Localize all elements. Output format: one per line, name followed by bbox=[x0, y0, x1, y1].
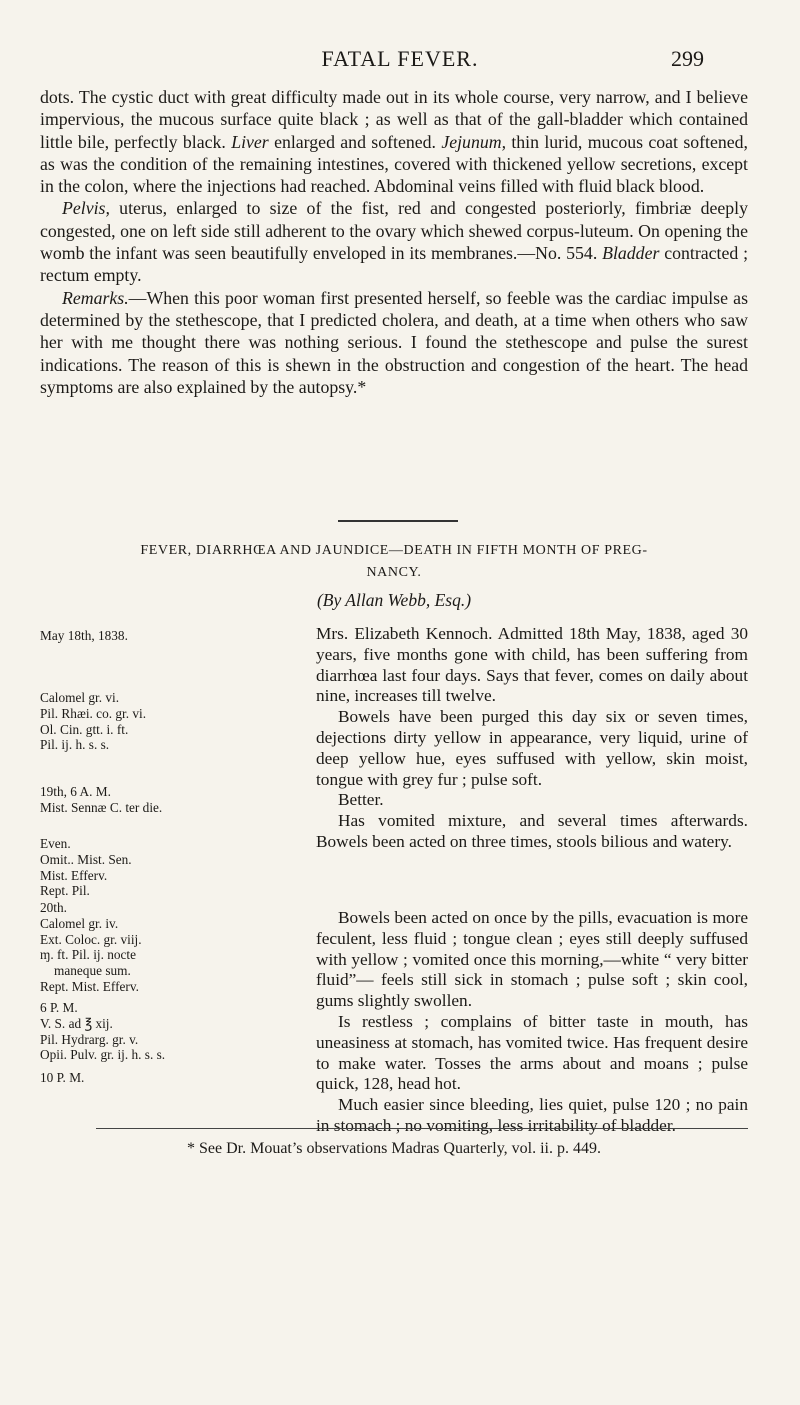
section-title bbox=[40, 540, 748, 584]
page-number: 299 bbox=[671, 46, 704, 71]
sidenote-line: Rept. Pil. bbox=[40, 883, 90, 899]
sidenote-date bbox=[40, 628, 280, 644]
section-title-line: NANCY. bbox=[366, 565, 422, 580]
term-liver: Liver bbox=[231, 131, 269, 152]
text-run: —When this poor woman first presented herself, so feeble was the cardiac impulse as determined by the stethescope, that I predicted cholera, and death, at a time when others who saw her with me thought there was nothing serious. I found the stethescope and pulse the surest indications. The reason of this is shewn in the obstruction and congestion of the heart. The head symptoms are also explained by the autopsy.* bbox=[40, 287, 748, 397]
sidenote-line: Opii. Pulv. gr. ij. h. s. s. bbox=[40, 1047, 166, 1063]
author-byline: (By Allan Webb, Esq.) bbox=[316, 590, 472, 610]
paragraph-autopsy bbox=[40, 86, 748, 197]
case-paragraph: Is restless ; complains of bitter taste in mouth, has uneasiness at stomach, has vomited twice. Has frequent desire to make water. Tosses the arms about and moans ; pulse quick, 128, head hot. bbox=[316, 1011, 748, 1094]
sidenote-line: Ol. Cin. gtt. i. ft. bbox=[40, 721, 129, 737]
paragraph-remarks bbox=[40, 287, 748, 398]
text-run: thin lurid, mucous coat softened, as was the condition of the remaining intestines, covered with thickened yellow secretions, except in the colon, where the injections had reached. Abdominal veins filled with fluid black blood. bbox=[40, 131, 748, 197]
sidenote-line: Calomel gr. iv. bbox=[40, 915, 119, 931]
text-run: dots. The cystic duct with great difficulty made out in its whole course, very narrow, and I believe impervious, the mucous surface quite black ; as well as that of the gall-bladder which contained little bile, perfectly black. bbox=[40, 87, 748, 152]
term-pelvis: Pelvis, bbox=[62, 198, 110, 219]
text-run: uterus, enlarged to size of the fist, red and congested posteriorly, fimbriæ deeply congested, one on left side still adherent to the ovary which shewed corpus-luteum. On opening the womb the infant was seen beautifully enveloped in its membranes.—No. 554. bbox=[40, 198, 748, 264]
running-title: FATAL FEVER. bbox=[321, 46, 479, 71]
sidenote-20th bbox=[40, 900, 280, 995]
sidenote-line: ɱ. ft. Pil. ij. nocte bbox=[40, 947, 137, 963]
sidenote-line: 10 P. M. bbox=[40, 1070, 85, 1085]
sidenote-line: Calomel gr. vi. bbox=[40, 690, 120, 705]
sidenote-line: Pil. Hydrarg. gr. v. bbox=[40, 1031, 139, 1047]
sidenote-line: Ext. Coloc. gr. viij. bbox=[40, 931, 142, 947]
sidenote-line: Pil. Rhæi. co. gr. vi. bbox=[40, 705, 147, 721]
sidenote-line: 20th. bbox=[40, 900, 67, 915]
section-title-line: FEVER, DIARRHŒA AND JAUNDICE—DEATH IN FIFTH MONTH OF PREG- bbox=[140, 543, 648, 558]
case-paragraph: Much easier since bleeding, lies quiet, pulse 120 ; no pain in stomach ; no vomiting, less irritability of bladder. bbox=[316, 1095, 748, 1135]
case-paragraph: Has vomited mixture, and several times afterwards. Bowels been acted on three times, stools bilious and watery. bbox=[316, 811, 748, 851]
sidenote-line: 19th, 6 A. M. bbox=[40, 784, 111, 799]
term-jejunum: Jejunum, bbox=[441, 131, 507, 152]
case-20th bbox=[316, 908, 748, 1137]
term-remarks: Remarks. bbox=[62, 287, 129, 308]
sidenote-line: 6 P. M. bbox=[40, 1000, 78, 1015]
sidenote-prescription-1 bbox=[40, 690, 280, 753]
text-run: contracted ; rectum empty. bbox=[40, 243, 749, 286]
sidenote-line: Rept. Mist. Efferv. bbox=[40, 978, 139, 994]
sidenote-19th bbox=[40, 784, 280, 816]
footnote-divider bbox=[96, 1128, 748, 1129]
section-divider bbox=[338, 520, 458, 522]
sidenote-line: V. S. ad ℥ xij. bbox=[40, 1015, 113, 1031]
sidenote-6pm bbox=[40, 1000, 280, 1063]
sidenote-line: maneque sum. bbox=[54, 963, 131, 979]
case-paragraph: Better. bbox=[338, 790, 384, 810]
case-paragraph: Bowels been acted on once by the pills, evacuation is more feculent, less fluid ; tongue clean ; eyes still deeply suffused with yellow ; vomited once this morning,—white “ very bitter fluid”— feels still sick in stomach ; pulse soft ; skin cool, gums slightly swollen. bbox=[316, 908, 748, 1011]
case-paragraph: Mrs. Elizabeth Kennoch. Admitted 18th May, 1838, aged 30 years, five months gone with child, has been suffering from diarrhœa last four days. Says that fever, comes on daily about nine, increases till twelve. bbox=[316, 624, 748, 706]
sidenote-evening bbox=[40, 836, 280, 899]
sidenote-line: Omit.. Mist. Sen. bbox=[40, 851, 132, 867]
text-run: enlarged and softened. bbox=[268, 131, 442, 152]
case-paragraph: Bowels have been purged this day six or seven times, dejections dirty yellow in appearance, very liquid, urine of deep yellow hue, eyes suffused with yellow, skin moist, tongue with grey fur ; pulse soft. bbox=[316, 707, 748, 789]
paragraph-pelvis bbox=[40, 197, 748, 286]
main-text bbox=[40, 86, 748, 398]
case-admission bbox=[316, 624, 748, 853]
footnote: * See Dr. Mouat’s observations Madras Quarterly, vol. ii. p. 449. bbox=[186, 1140, 601, 1157]
sidenote-10pm bbox=[40, 1070, 280, 1086]
sidenote-line: Even. bbox=[40, 836, 71, 851]
sidenote-line: Pil. ij. h. s. s. bbox=[40, 737, 110, 753]
sidenote-line: May 18th, 1838. bbox=[40, 628, 128, 643]
sidenote-line: Mist. Sennæ C. ter die. bbox=[40, 799, 163, 815]
term-bladder: Bladder bbox=[602, 243, 660, 264]
sidenote-line: Mist. Efferv. bbox=[40, 867, 108, 883]
page-header bbox=[0, 44, 800, 74]
